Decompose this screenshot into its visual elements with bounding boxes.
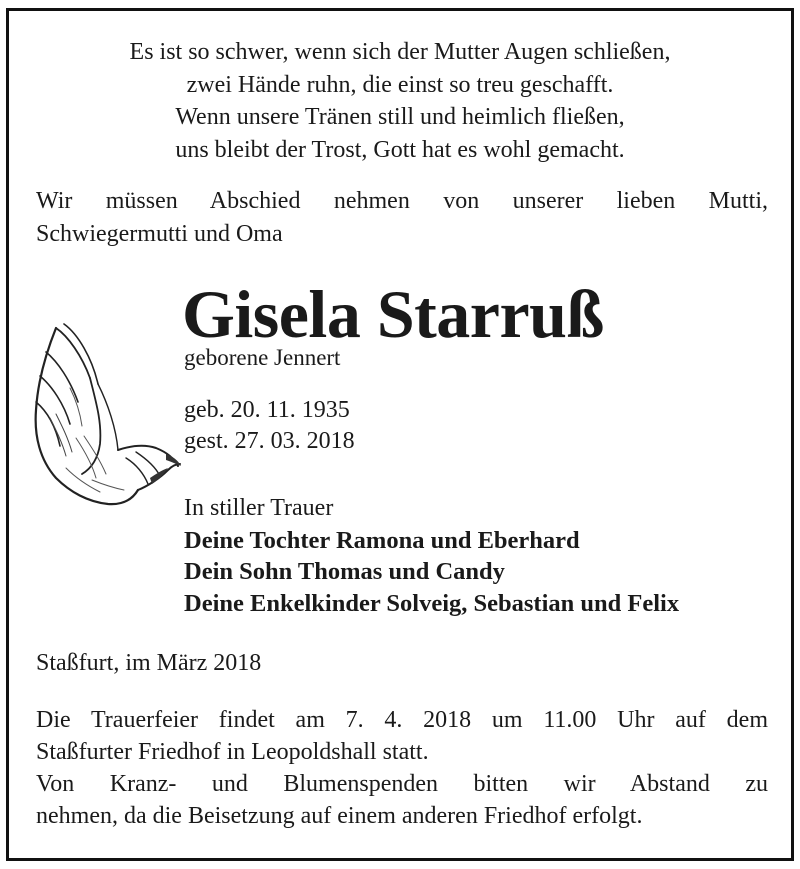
place-and-date: Staßfurt, im März 2018 bbox=[36, 650, 262, 676]
poem bbox=[0, 36, 800, 166]
notice-line: Staßfurter Friedhof in Leopoldshall statt. bbox=[36, 739, 429, 765]
funeral-notice bbox=[36, 704, 768, 832]
deceased-name: Gisela Starruß bbox=[182, 276, 604, 352]
mourner-line: Deine Enkelkinder Solveig, Sebastian und Felix bbox=[184, 589, 680, 617]
life-dates bbox=[184, 395, 355, 457]
poem-line: Wenn unsere Tränen still und heimlich fließen, bbox=[175, 104, 625, 130]
mourner-line: Dein Sohn Thomas und Candy bbox=[184, 558, 505, 585]
notice-line: Von Kranz- und Blumenspenden bitten wir Abstand zu bbox=[36, 771, 768, 797]
poem-line: uns bleibt der Trost, Gott hat es wohl gemacht. bbox=[175, 136, 625, 163]
intro-line: Schwiegermutti und Oma bbox=[36, 221, 283, 247]
poem-line: zwei Hände ruhn, die einst so treu geschafft. bbox=[186, 71, 614, 98]
mourner-line: Deine Tochter Ramona und Eberhard bbox=[184, 526, 580, 554]
death-date: gest. 27. 03. 2018 bbox=[184, 428, 355, 454]
mourners-list bbox=[184, 493, 679, 619]
farewell-intro bbox=[36, 185, 768, 251]
intro-line: Wir müssen Abschied nehmen von unserer lieben Mutti, bbox=[36, 188, 768, 214]
poem-line: Es ist so schwer, wenn sich der Mutter Augen schließen, bbox=[129, 39, 671, 65]
mourning-intro: In stiller Trauer bbox=[184, 495, 334, 521]
birth-date: geb. 20. 11. 1935 bbox=[184, 397, 350, 423]
notice-line: nehmen, da die Beisetzung auf einem anderen Friedhof erfolgt. bbox=[36, 803, 643, 829]
praying-hands-icon bbox=[26, 318, 182, 514]
notice-line: Die Trauerfeier findet am 7. 4. 2018 um 11.00 Uhr auf dem bbox=[36, 707, 768, 733]
maiden-name: geborene Jennert bbox=[184, 345, 341, 370]
